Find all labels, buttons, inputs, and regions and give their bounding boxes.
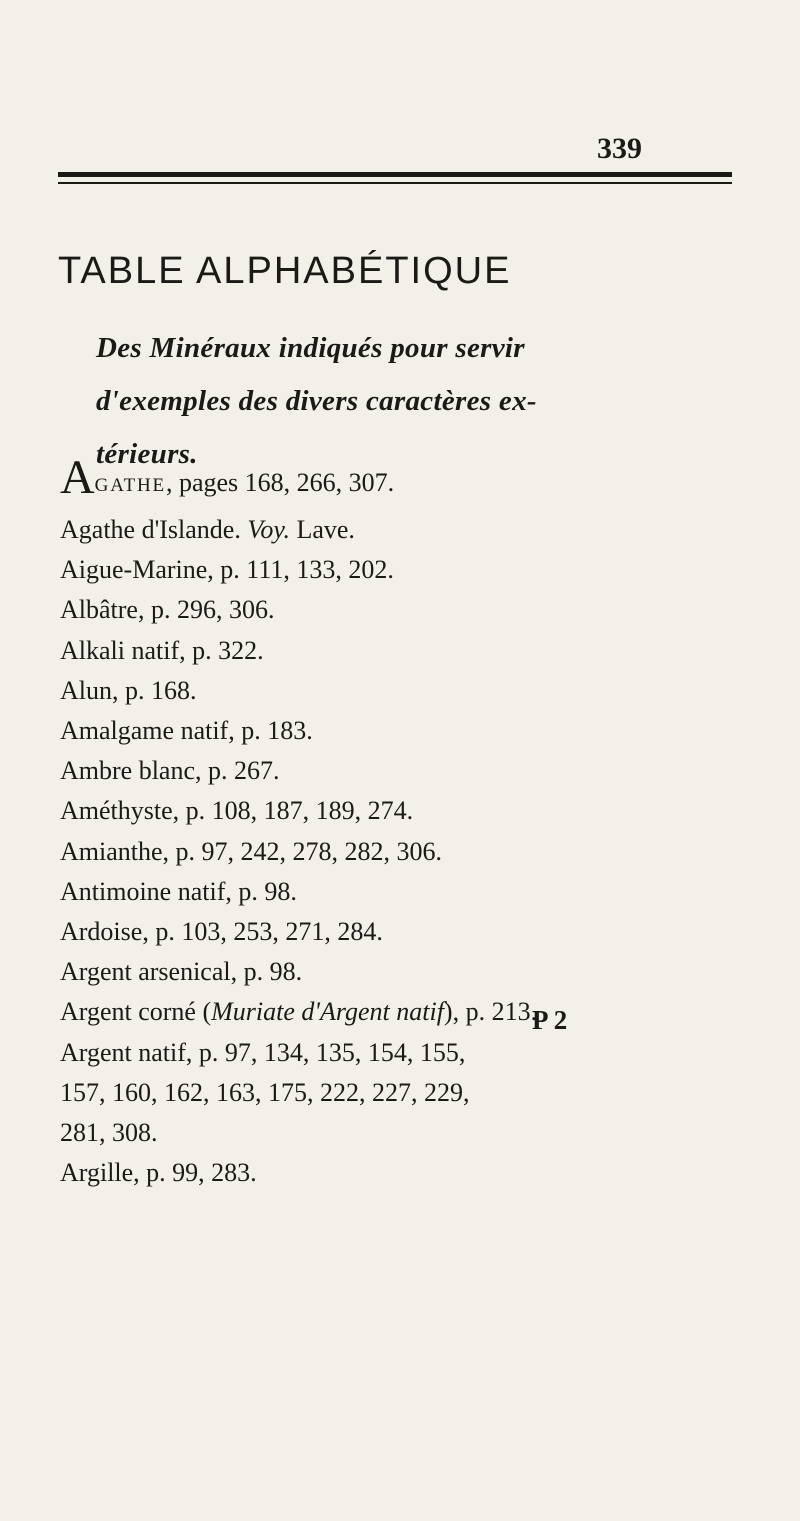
entry-agathe-pages: , pages 168, 266, 307. bbox=[165, 468, 395, 497]
entry-argent-natif: Argent natif, p. 97, 134, 135, 154, 155, bbox=[60, 1037, 466, 1067]
subtitle-line-3: térieurs. bbox=[96, 438, 198, 470]
header-rule-thin bbox=[58, 182, 732, 184]
entry-argent-corne-pages: ), p. 213. bbox=[443, 997, 538, 1027]
drop-cap: A bbox=[60, 451, 95, 504]
entry-agathe-name: GATHE bbox=[94, 475, 166, 496]
entry-alkali: Alkali natif, p. 322. bbox=[60, 635, 264, 665]
entry-argile: Argille, p. 99, 283. bbox=[60, 1158, 257, 1188]
entry-argent-corne-note: Muriate d'Argent natif bbox=[211, 997, 444, 1027]
page-number: 339 bbox=[597, 132, 642, 165]
entry-argent-natif-continued: 157, 160, 162, 163, 175, 222, 227, 229, bbox=[60, 1077, 470, 1107]
entry-aigue-marine: Aigue-Marine, p. 111, 133, 202. bbox=[60, 555, 394, 585]
header-rule-thick bbox=[58, 172, 732, 177]
entry-argent-corne bbox=[60, 992, 760, 1032]
entry-ardoise: Ardoise, p. 103, 253, 271, 284. bbox=[60, 917, 383, 947]
entry-agathe-islande-voy: Voy. bbox=[247, 515, 290, 544]
subtitle-line-1: Des Minéraux indiqués pour servir bbox=[96, 332, 525, 364]
entry-argent-corne-text: Argent corné ( bbox=[60, 997, 212, 1027]
entry-amalgame: Amalgame natif, p. 183. bbox=[60, 716, 313, 746]
entry-albatre: Albâtre, p. 296, 306. bbox=[60, 595, 275, 625]
entry-agathe-islande bbox=[60, 510, 760, 550]
entry-argent-arsenical: Argent arsenical, p. 98. bbox=[60, 957, 303, 987]
entry-argent-natif-continued: 281, 308. bbox=[60, 1118, 158, 1148]
entry-agathe-islande-ref: Lave. bbox=[289, 515, 355, 544]
entry-alun: Alun, p. 168. bbox=[60, 675, 197, 705]
page-title: TABLE ALPHABÉTIQUE bbox=[58, 250, 512, 292]
subtitle-line-2: d'exemples des divers caractères ex- bbox=[96, 385, 537, 417]
printer-signature: P 2 bbox=[532, 1005, 568, 1035]
entry-amethyste: Améthyste, p. 108, 187, 189, 274. bbox=[60, 796, 414, 826]
entry-ambre: Ambre blanc, p. 267. bbox=[60, 756, 280, 786]
entry-antimoine: Antimoine natif, p. 98. bbox=[60, 876, 297, 906]
entry-agathe-islande-text: Agathe d'Islande. bbox=[60, 515, 248, 544]
entry-amianthe: Amianthe, p. 97, 242, 278, 282, 306. bbox=[60, 836, 443, 866]
